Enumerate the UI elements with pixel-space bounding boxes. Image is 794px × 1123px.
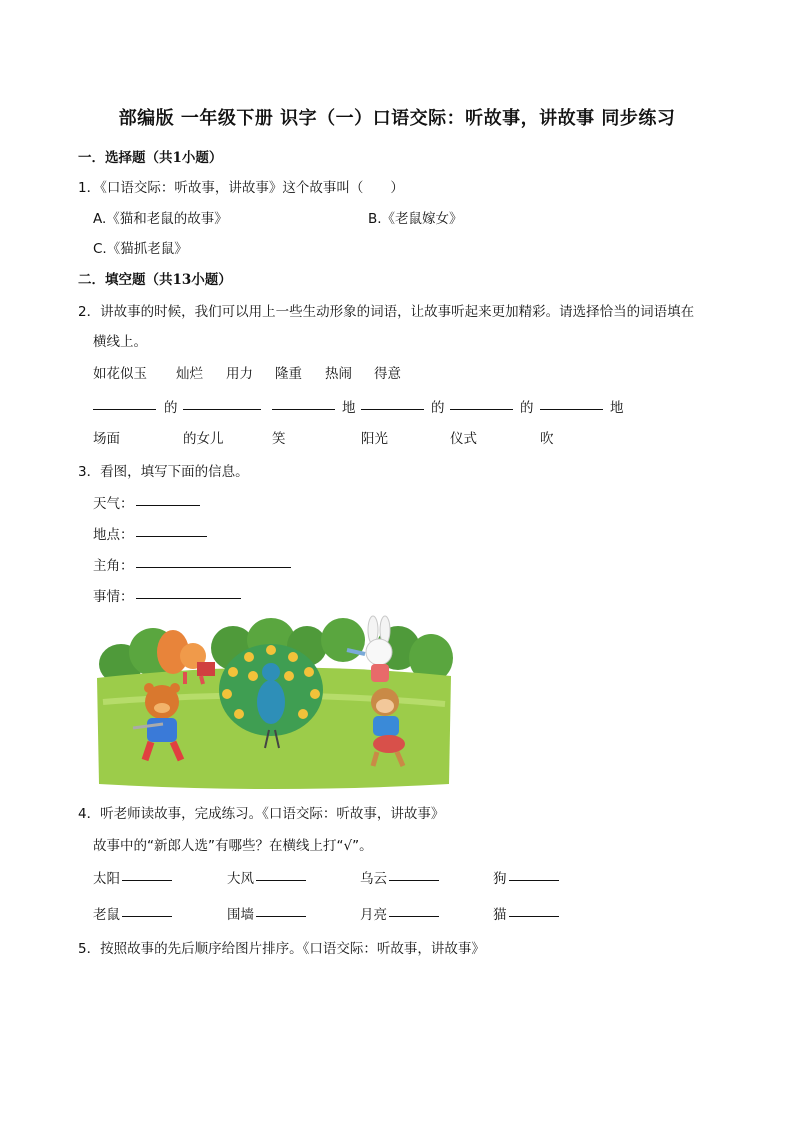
q2-word-4: 隆重 [275, 366, 302, 382]
q3-place-label: 地点： [93, 527, 134, 543]
q2-noun-4: 阳光 [361, 431, 388, 447]
q5-stem: 5．按照故事的先后顺序给图片排序。《口语交际：听故事，讲故事》 [78, 941, 485, 957]
q4-row2-word-2: 围墙 [227, 907, 254, 923]
q2-word-3: 用力 [226, 366, 253, 382]
q4-row2-blank-2[interactable] [256, 902, 306, 917]
q1-option-c[interactable]: C.《猫抓老鼠》 [93, 241, 188, 257]
q3-weather-blank[interactable] [136, 491, 200, 506]
q4-row2-word-4: 猫 [493, 907, 507, 923]
q2-stem-line2: 横线上。 [93, 334, 147, 350]
q2-connector-de-3: 的 [520, 400, 534, 416]
q3-weather-label: 天气： [93, 496, 134, 512]
q4-row1-blank-3[interactable] [389, 866, 439, 881]
page-title: 部编版 一年级下册 识字（一）口语交际：听故事，讲故事 同步练习 [118, 108, 676, 129]
q2-noun-5: 仪式 [450, 431, 477, 447]
q4-row1-blank-2[interactable] [256, 866, 306, 881]
q3-event-blank[interactable] [136, 584, 241, 599]
q2-noun-6: 吹 [540, 431, 554, 447]
q2-word-2: 灿烂 [176, 366, 203, 382]
q2-blank-1[interactable] [93, 395, 156, 410]
q4-row2-blank-1[interactable] [122, 902, 172, 917]
q2-stem-line1: 2．讲故事的时候，我们可以用上一些生动形象的词语，让故事听起来更加精彩。请选择恰当的词语填在 [78, 304, 695, 320]
q2-connector-di-2: 地 [610, 400, 624, 416]
q4-row1-blank-1[interactable] [122, 866, 172, 881]
q2-blank-2[interactable] [183, 395, 261, 410]
q3-role-blank[interactable] [136, 553, 291, 568]
q1-option-b[interactable]: B.《老鼠嫁女》 [368, 211, 463, 227]
q4-row2-blank-4[interactable] [509, 902, 559, 917]
q4-row2-blank-3[interactable] [389, 902, 439, 917]
q2-word-1: 如花似玉 [93, 366, 147, 382]
q3-place-blank[interactable] [136, 522, 207, 537]
q4-row2-word-1: 老鼠 [93, 907, 120, 923]
q4-row1-word-1: 太阳 [93, 871, 120, 887]
q1-stem: 1．《口语交际：听故事，讲故事》这个故事叫（ ） [78, 180, 404, 196]
section-fill-heading: 二．填空题（共13小题） [78, 272, 232, 288]
q2-blank-3[interactable] [272, 395, 335, 410]
q2-connector-de-1: 的 [164, 400, 178, 416]
q3-role-label: 主角： [93, 558, 134, 574]
q2-word-6: 得意 [374, 366, 401, 382]
q2-blank-5[interactable] [450, 395, 513, 410]
q4-stem: 4．听老师读故事，完成练习。《口语交际：听故事，讲故事》 [78, 806, 445, 822]
q2-word-5: 热闹 [325, 366, 352, 382]
q3-event-label: 事情： [93, 589, 134, 605]
section-choice-heading: 一．选择题（共1小题） [78, 150, 223, 166]
q4-row1-word-4: 狗 [493, 871, 507, 887]
q4-row2-word-3: 月亮 [360, 907, 387, 923]
q2-blank-6[interactable] [540, 395, 603, 410]
q1-option-a[interactable]: A.《猫和老鼠的故事》 [93, 211, 228, 227]
q2-connector-di-1: 地 [342, 400, 356, 416]
animal-concert-illustration [93, 612, 455, 790]
q2-noun-3: 笑 [272, 431, 286, 447]
q4-row1-word-2: 大风 [227, 871, 254, 887]
q3-stem: 3．看图，填写下面的信息。 [78, 464, 249, 480]
q4-subquestion: 故事中的“新郎人选”有哪些？在横线上打“√”。 [93, 838, 373, 854]
q4-row1-word-3: 乌云 [360, 871, 387, 887]
q4-row1-blank-4[interactable] [509, 866, 559, 881]
q2-noun-1: 场面 [93, 431, 120, 447]
q2-blank-4[interactable] [361, 395, 424, 410]
q2-noun-2: 的女儿 [183, 431, 224, 447]
q2-connector-de-2: 的 [431, 400, 445, 416]
